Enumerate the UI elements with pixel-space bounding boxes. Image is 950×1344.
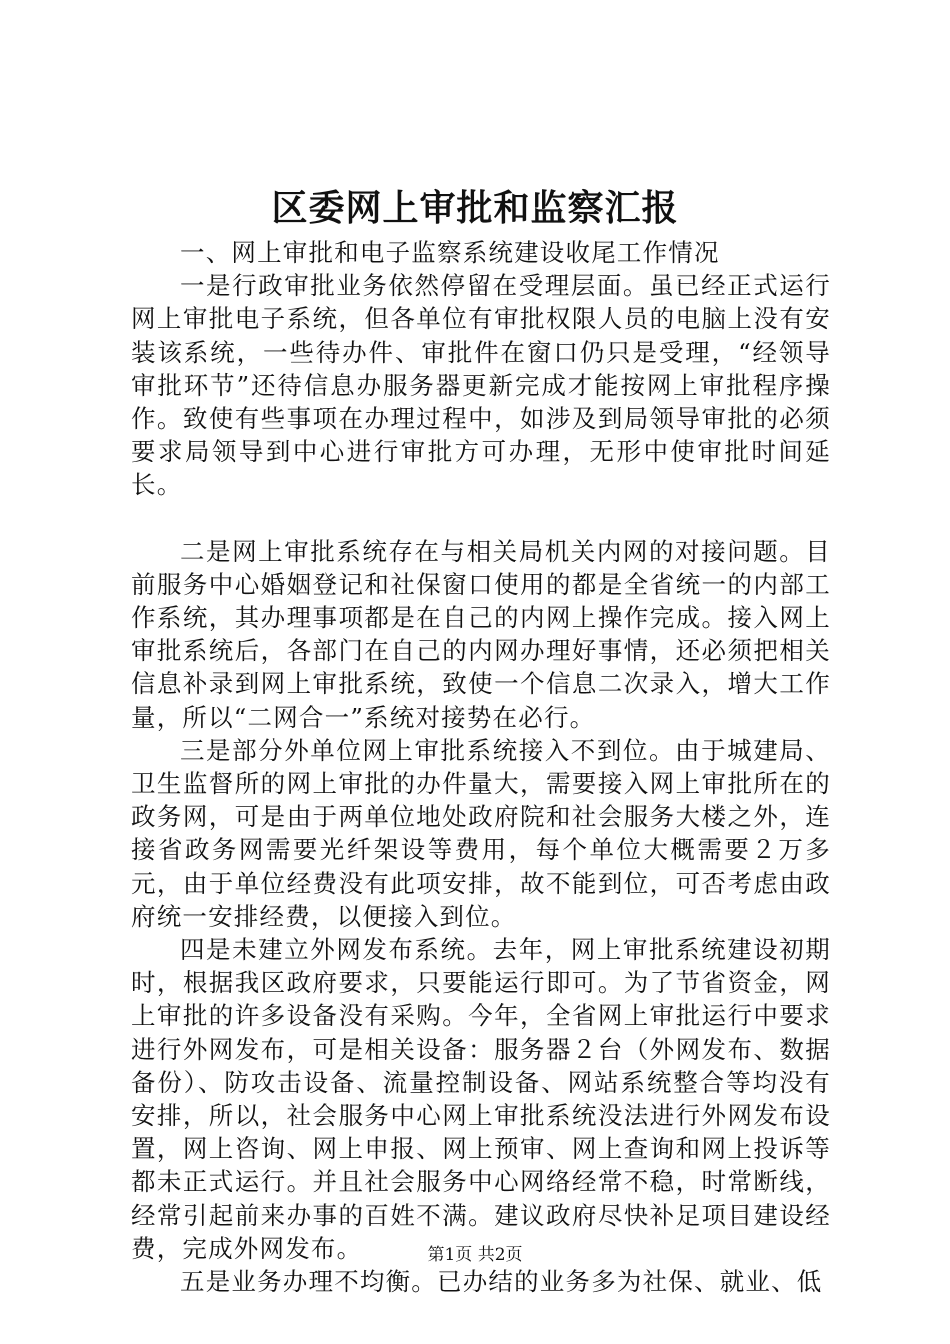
paragraph-4: 四是未建立外网发布系统。去年，网上审批系统建设初期时，根据我区政府要求，只要能运行即可。为了节省资金，网上审批的许多设备没有采购。今年，全省网上审批运行中要求进行外网发布，可是相关设备：服务器２台（外网发布、数据备份）、防攻击设备、流量控制设备、网站系统整合等均没有安排，所以，社会服务中心网上审批系统没法进行外网发布设置，网上咨询、网上申报、网上预审、网上查询和网上投诉等都未正式运行。并且社会服务中心网络经常不稳，时常断线，经常引起前来办事的百姓不满。建议政府尽快补足项目建设经费，完成外网发布。 — [131, 935, 831, 1263]
page-footer: 第1页 共2页 — [427, 1245, 523, 1265]
paragraph-3: 三是部分外单位网上审批系统接入不到位。由于城建局、卫生监督所的网上审批的办件量大，需要接入网上审批所在的政务网，可是由于两单位地处政府院和社会服务大楼之外，连接省政务网需要光纤架设等费用，每个单位大概需要２万多元，由于单位经费没有此项安排，故不能到位，可否考虑由政府统一安排经费，以便接入到位。 — [131, 735, 831, 931]
document-title: 区委网上审批和监察汇报 — [271, 187, 679, 229]
paragraph-5: 五是业务办理不均衡。已办结的业务多为社保、就业、低 — [180, 1267, 823, 1297]
paragraph-2: 二是网上审批系统存在与相关局机关内网的对接问题。目前服务中心婚姻登记和社保窗口使用的都是全省统一的内部工作系统，其办理事项都是在自己的内网上操作完成。接入网上审批系统后，各部门在自己的内网办理好事情，还必须把相关信息补录到网上审批系统，致使一个信息二次录入，增大工作量，所以“二网合一”系统对接势在必行。 — [131, 536, 831, 732]
document-body — [131, 236, 831, 1298]
section-heading: 一、网上审批和电子监察系统建设收尾工作情况 — [180, 238, 720, 267]
paragraph-1: 一是行政审批业务依然停留在受理层面。虽已经正式运行网上审批电子系统，但各单位有审批权限人员的电脑上没有安装该系统，一些待办件、审批件在窗口仍只是受理，“经领导审批环节”还待信息办服务器更新完成才能按网上审批程序操作。致使有些事项在办理过程中，如涉及到局领导审批的必须要求局领导到中心进行审批方可办理，无形中使审批时间延长。 — [131, 271, 831, 500]
